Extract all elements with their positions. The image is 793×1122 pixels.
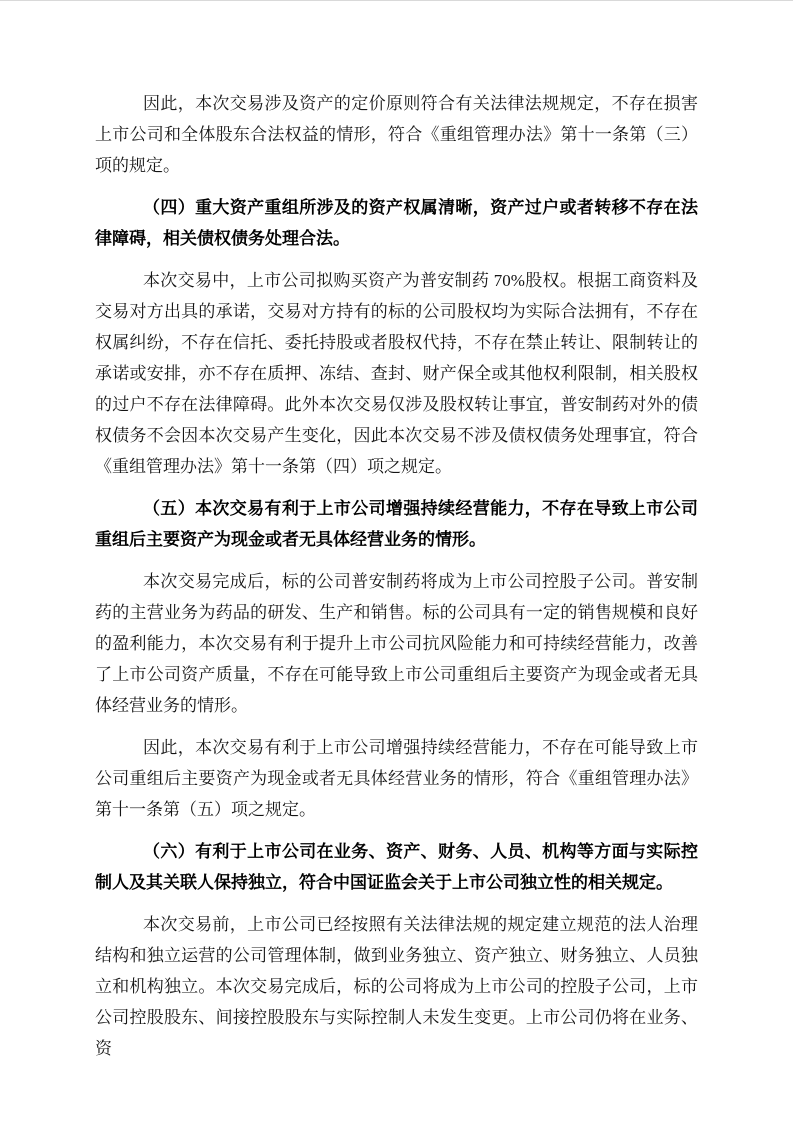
body-paragraph-equity-ownership: 本次交易中，上市公司拟购买资产为普安制药 70%股权。根据工商资料及交易对方出具的承诺，交易对方持有的标的公司股权均为实际合法拥有，不存在权属纠纷，不存在信托、委托持股或者股权代持，不存在禁止转让、限制转让的承诺或安排，亦不存在质押、冻结、查封、财产保全或其他权利限制，相关股权的过户不存在法律障碍。此外本次交易仅涉及股权转让事宜，普安制药对外的债权债务不会因本次交易产生变化，因此本次交易不涉及债权债务处理事宜，符合《重组管理办法》第十一条第（四）项之规定。 <box>95 271 698 476</box>
section-heading-item-5: （五）本次交易有利于上市公司增强持续经营能力，不存在导致上市公司重组后主要资产为现金或者无具体经营业务的情形。 <box>95 499 698 549</box>
section-heading-item-4: （四）重大资产重组所涉及的资产权属清晰，资产过户或者转移不存在法律障碍，相关债权债务处理合法。 <box>95 198 698 248</box>
body-paragraph-independence: 本次交易前，上市公司已经按照有关法律法规的规定建立规范的法人治理结构和独立运营的公司管理体制，做到业务独立、资产独立、财务独立、人员独立和机构独立。本次交易完成后，标的公司将成为上市公司的控股子公司，上市公司控股股东、间接控股股东与实际控制人未发生变更。上市公司仍将在业务、资 <box>95 915 698 1058</box>
section-heading-item-6: （六）有利于上市公司在业务、资产、财务、人员、机构等方面与实际控制人及其关联人保持独立，符合中国证监会关于上市公司独立性的相关规定。 <box>95 842 698 892</box>
body-paragraph-operating-capability: 本次交易完成后，标的公司普安制药将成为上市公司控股子公司。普安制药的主营业务为药品的研发、生产和销售。标的公司具有一定的销售规模和良好的盈利能力，本次交易有利于提升上市公司抗风险能力和可持续经营能力，改善了上市公司资产质量，不存在可能导致上市公司重组后主要资产为现金或者无具体经营业务的情形。 <box>95 572 698 715</box>
page-top-edge <box>0 0 793 1</box>
document-content <box>95 88 698 1075</box>
body-paragraph-operating-conclusion: 因此，本次交易有利于上市公司增强持续经营能力，不存在可能导致上市公司重组后主要资产为现金或者无具体经营业务的情形，符合《重组管理办法》第十一条第（五）项之规定。 <box>95 738 698 819</box>
body-paragraph-pricing-conclusion: 因此，本次交易涉及资产的定价原则符合有关法律法规规定，不存在损害上市公司和全体股东合法权益的情形，符合《重组管理办法》第十一条第（三）项的规定。 <box>95 94 698 175</box>
